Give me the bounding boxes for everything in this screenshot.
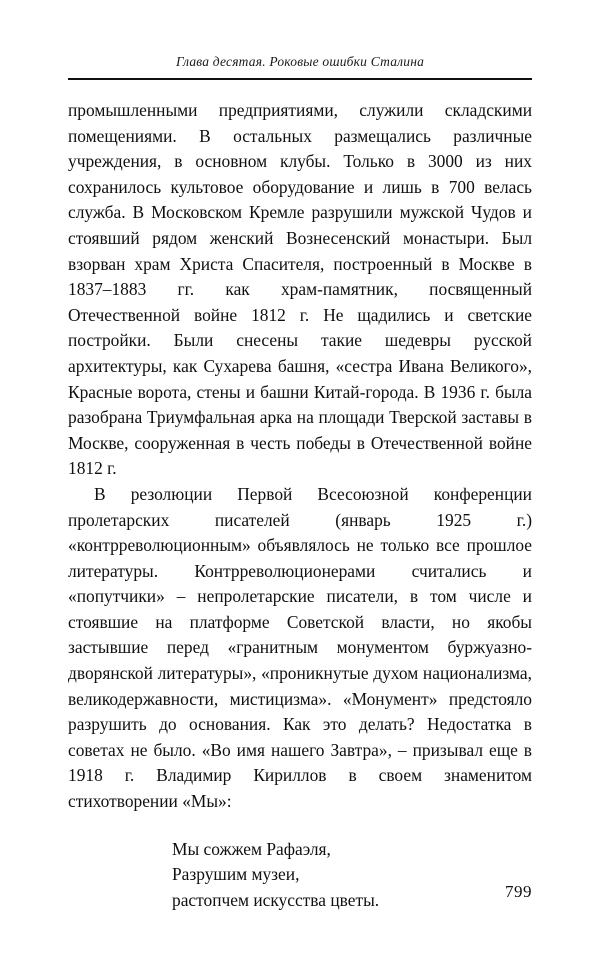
verse-line-1 (68, 837, 532, 863)
running-head: Глава десятая. Роковые ошибки Сталина (175, 54, 425, 69)
page-body (68, 98, 532, 913)
paragraph-2: В резолюции Первой Всесоюзной конференции пролетарских писателей (январь 1925 г.) «контрреволюционным» объявлялось не только все прошлое литературы. Контрреволюционерами считались и «попутчики» – непролетарские писатели, в том числе и стоявшие на платформе Советской власти, но якобы застывшие перед «гранитным монументом буржуазно-дворянской литературы», «проникнутые духом национализма, великодержавности, мистицизма». «Монумент» предстояло разрушить до основания. Как это делать? Недостатка в советах не было. «Во имя нашего Завтра», – призывал еще в 1918 г. Владимир Кириллов в своем знаменитом стихотворении «Мы»: (68, 483, 532, 812)
verse-quote (68, 837, 532, 914)
header-divider (68, 78, 532, 80)
verse-text-1: Мы сожжем Рафаэля, (172, 838, 331, 859)
verse-line-2 (68, 862, 532, 888)
paragraph-1: промышленными предприятиями, служили складскими помещениями. В остальных размещались различные учреждения, в основном клубы. Только в 3000 из них сохранилось культовое оборудование и лишь в 700 велась служба. В Московском Кремле разрушили мужской Чудов и стоявший рядом женский Вознесенский монастыри. Был взорван храм Христа Спасителя, построенный в Москве в 1837–1883 гг. как храм-памятник, посвященный Отечественной войне 1812 г. Не щадились и светские постройки. Были снесены такие шедевры русской архитектуры, как Сухарева башня, «сестра Ивана Великого», Красные ворота, стены и башни Китай-города. В 1936 г. была разобрана Триумфальная арка на площади Тверской заставы в Москве, сооруженная в честь победы в Отечественной войне 1812 г. (68, 100, 532, 479)
page-number: 799 (505, 882, 532, 901)
verse-text-3: растопчем искусства цветы. (172, 889, 380, 910)
verse-text-2: Разрушим музеи, (172, 864, 300, 885)
verse-line-3 (68, 888, 532, 914)
